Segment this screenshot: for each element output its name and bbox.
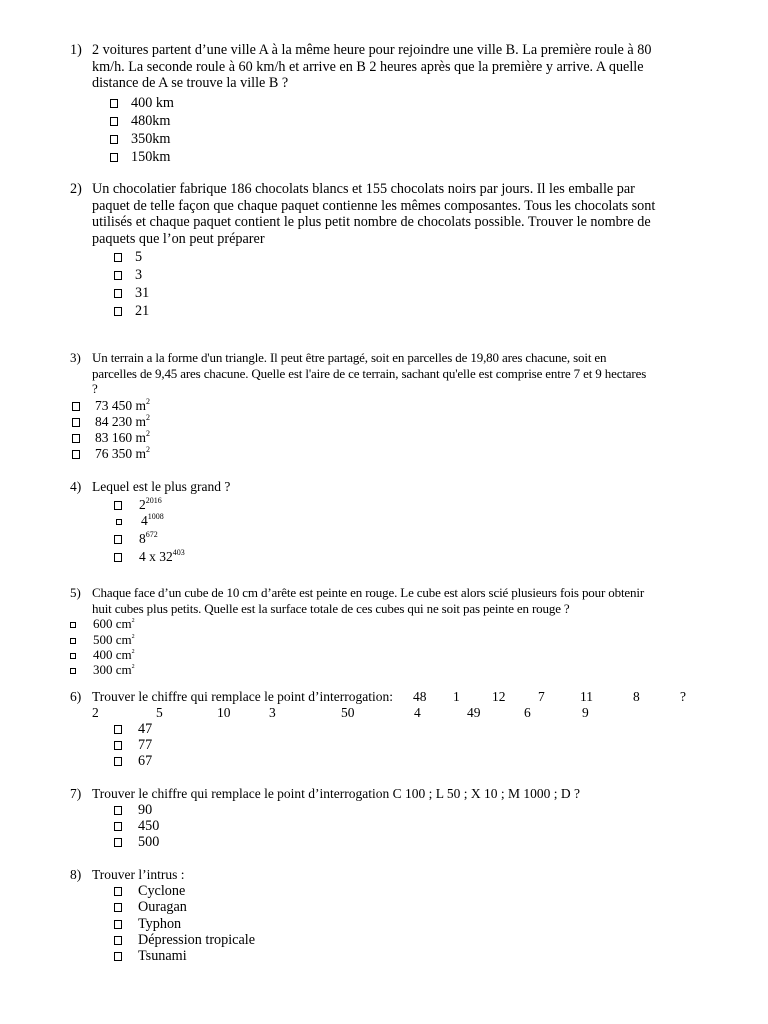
checkbox-icon[interactable] [70, 638, 76, 644]
option[interactable]: Dépression tropicale [114, 932, 255, 949]
option[interactable]: 350km [110, 131, 170, 148]
question-number: 1) [70, 42, 82, 58]
option[interactable]: 47 [114, 721, 152, 738]
checkbox-icon[interactable] [114, 920, 122, 929]
checkbox-icon[interactable] [114, 822, 122, 831]
question-text: Un chocolatier fabrique 186 chocolats blancs et 155 chocolats noirs par jours. Il les emballe par paquet de telle façon que chaque paquet contienne les mêmes composantes. Tous les chocolats sont utilisés et chaque paquet contient le plus petit nombre de chocolats possible. Trouver le nombre de paquets que l’on peut préparer [92, 181, 656, 247]
checkbox-icon[interactable] [114, 741, 122, 750]
sequence-number: 5 [156, 705, 163, 720]
checkbox-icon[interactable] [114, 838, 122, 847]
checkbox-icon[interactable] [110, 117, 118, 126]
sequence-number: 7 [538, 689, 545, 704]
option[interactable]: Cyclone [114, 883, 185, 900]
sequence-number: 10 [217, 705, 231, 720]
question-text: Lequel est le plus grand ? [92, 479, 231, 494]
option[interactable]: 90 [114, 802, 152, 819]
option[interactable]: 400 $cm^2$ [70, 647, 135, 664]
sequence-number: 48 [413, 689, 427, 704]
option[interactable]: $4^{1008}$ [116, 513, 164, 530]
option[interactable]: $2^{2016}$ [114, 497, 162, 514]
checkbox-icon[interactable] [72, 450, 80, 459]
question-5 [70, 585, 730, 616]
question-2 [70, 181, 730, 247]
checkbox-icon[interactable] [110, 99, 118, 108]
sequence-number: 6 [524, 705, 531, 720]
option[interactable]: Typhon [114, 916, 181, 933]
question-4 [70, 479, 730, 496]
checkbox-icon[interactable] [110, 153, 118, 162]
checkbox-icon[interactable] [114, 952, 122, 961]
option[interactable]: 400 km [110, 95, 174, 112]
checkbox-icon[interactable] [114, 887, 122, 896]
option[interactable]: 450 [114, 818, 159, 835]
question-text: Un terrain a la forme d'un triangle. Il peut être partagé, soit en parcelles de 19,80 ares chacune, soit en parcelles de 9,45 ares chacune. Quelle est l'aire de ce terrain, sachant qu'elle est comprise entre 7 et 9 hectares ? [92, 350, 647, 396]
question-text: Trouver le chiffre qui remplace le point d’interrogation C 100 ; L 50 ; X 10 ; M 1000 ; D ? [92, 786, 581, 801]
option[interactable]: 3 [114, 267, 142, 284]
checkbox-icon[interactable] [114, 535, 122, 544]
sequence-number: 1 [453, 689, 460, 704]
question-number: 3) [70, 350, 81, 365]
option[interactable]: 150km [110, 149, 170, 166]
option[interactable]: Ouragan [114, 899, 187, 916]
option[interactable]: 480km [110, 113, 170, 130]
checkbox-icon[interactable] [114, 757, 122, 766]
sequence-number: 2 [92, 705, 99, 720]
option[interactable]: 300 $cm^2$ [70, 662, 135, 679]
question-number: 2) [70, 181, 82, 197]
option[interactable]: 83 160 $m^2$ [72, 430, 150, 447]
question-number: 8) [70, 867, 82, 882]
sequence-number: 49 [467, 705, 481, 720]
checkbox-icon[interactable] [116, 519, 122, 525]
checkbox-icon[interactable] [114, 903, 122, 912]
option[interactable]: 500 [114, 834, 159, 851]
sequence-number: 3 [269, 705, 276, 720]
option[interactable]: $8^{672}$ [114, 531, 158, 548]
sequence-number: 11 [580, 689, 593, 704]
option[interactable]: Tsunami [114, 948, 187, 965]
option[interactable]: 77 [114, 737, 152, 754]
question-6 [70, 689, 730, 706]
question-text: Chaque face d’un cube de 10 cm d’arête est peinte en rouge. Le cube est alors scié plusieurs fois pour obtenir huit cubes plus petits. Quelle est la surface totale de ces cubes qui ne soit pas peinte en rouge ? [92, 585, 645, 616]
question-8 [70, 867, 730, 884]
option[interactable]: 67 [114, 753, 152, 770]
option[interactable]: 600 $cm^2$ [70, 616, 135, 633]
sequence-number: 8 [633, 689, 640, 704]
question-number: 4) [70, 479, 82, 494]
question-text: Trouver le chiffre qui remplace le point d’interrogation: [92, 689, 394, 704]
checkbox-icon[interactable] [114, 553, 122, 562]
sequence-number: ? [680, 689, 686, 704]
question-7 [70, 786, 730, 803]
question-text: Trouver l’intrus : [92, 867, 185, 882]
checkbox-icon[interactable] [114, 307, 122, 316]
checkbox-icon[interactable] [70, 653, 76, 659]
checkbox-icon[interactable] [72, 418, 80, 427]
checkbox-icon[interactable] [114, 253, 122, 262]
checkbox-icon[interactable] [114, 289, 122, 298]
option[interactable]: 21 [114, 303, 149, 320]
option[interactable]: 500 $cm^2$ [70, 632, 135, 649]
checkbox-icon[interactable] [114, 806, 122, 815]
checkbox-icon[interactable] [114, 501, 122, 510]
checkbox-icon[interactable] [114, 725, 122, 734]
checkbox-icon[interactable] [70, 668, 76, 674]
option[interactable]: 76 350 $m^2$ [72, 446, 150, 463]
question-text: 2 voitures partent d’une ville A à la même heure pour rejoindre une ville B. La première roule à 80 km/h. La seconde roule à 60 km/h et arrive en B 2 heures après que la première y arrive. A quelle distance de A se trouve la ville B ? [92, 42, 652, 91]
checkbox-icon[interactable] [72, 402, 80, 411]
option[interactable]: 5 [114, 249, 142, 266]
sequence-number: 4 [414, 705, 421, 720]
option[interactable]: 4 x $32^{403}$ [114, 549, 185, 566]
question-3 [70, 350, 730, 397]
question-1 [70, 42, 730, 92]
sequence-number: 50 [341, 705, 355, 720]
checkbox-icon[interactable] [110, 135, 118, 144]
checkbox-icon[interactable] [72, 434, 80, 443]
option[interactable]: 73 450 $m^2$ [72, 398, 150, 415]
question-number: 6) [70, 689, 82, 704]
option[interactable]: 31 [114, 285, 149, 302]
option[interactable]: 84 230 $m^2$ [72, 414, 150, 431]
question-number: 5) [70, 585, 81, 600]
question-number: 7) [70, 786, 82, 801]
checkbox-icon[interactable] [114, 936, 122, 945]
checkbox-icon[interactable] [70, 622, 76, 628]
sequence-number: 9 [582, 705, 589, 720]
checkbox-icon[interactable] [114, 271, 122, 280]
sequence-number: 12 [492, 689, 506, 704]
